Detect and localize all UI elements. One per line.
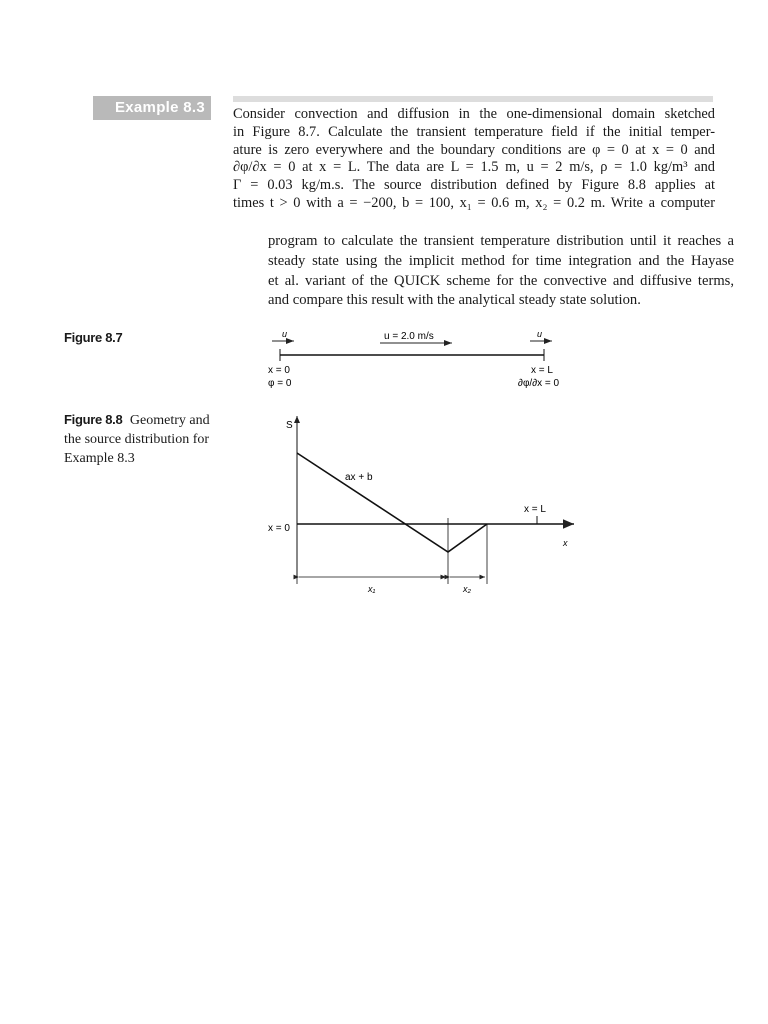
figure-8-8-label: Figure 8.8 bbox=[64, 412, 123, 427]
figure-8-8-caption bbox=[64, 410, 224, 468]
figure-8-7-label: Figure 8.7 bbox=[64, 330, 123, 345]
source-profile bbox=[297, 453, 487, 552]
s-axis-label: S bbox=[286, 420, 293, 431]
xL-label: x = L bbox=[524, 504, 546, 515]
continuation-line: steady state using the implicit method for time integration and the Hayase bbox=[268, 252, 734, 269]
problem-line: Γ = 0.03 kg/m.s. The source distribution defined by Figure 8.8 applies at bbox=[233, 177, 715, 194]
problem-line: times t > 0 with a = −200, b = 100, x₁ = 0.6 m, x₂ = 0.2 m. Write a computer bbox=[233, 194, 715, 211]
u-right-label: u bbox=[537, 329, 543, 339]
example-badge: Example 8.3 bbox=[93, 96, 211, 120]
left-bc-x: x = 0 bbox=[268, 365, 290, 376]
header-rule bbox=[233, 96, 713, 102]
right-bc-x: x = L bbox=[531, 365, 553, 376]
x1-label: x₁ bbox=[368, 584, 376, 594]
problem-line: in Figure 8.7. Calculate the transient temperature field if the initial temper- bbox=[233, 123, 715, 140]
figure-8-8-diagram bbox=[250, 408, 590, 598]
right-bc-phi: ∂φ/∂x = 0 bbox=[518, 378, 560, 389]
u-center-label: u = 2.0 m/s bbox=[384, 331, 434, 342]
x0-label: x = 0 bbox=[268, 523, 290, 534]
continuation-line: program to calculate the transient temperature distribution until it reaches a bbox=[268, 233, 734, 249]
figure-8-8-caption-text: Geometry and the source distribution for Example 8.3 bbox=[64, 413, 210, 466]
problem-line: Consider convection and diffusion in the one-dimensional domain sketched bbox=[233, 106, 715, 122]
problem-statement bbox=[233, 106, 715, 213]
left-bc-phi: φ = 0 bbox=[268, 378, 292, 389]
line-label: ax + b bbox=[345, 472, 373, 483]
continuation-line: et al. variant of the QUICK scheme for the convective and diffusive terms, bbox=[268, 272, 734, 289]
x-axis-label: x bbox=[563, 538, 568, 548]
figure-8-7-diagram bbox=[250, 322, 590, 394]
continuation-line: and compare this result with the analytical steady state solution. bbox=[268, 292, 641, 309]
problem-line: ature is zero everywhere and the boundary conditions are φ = 0 at x = 0 and bbox=[233, 141, 715, 158]
problem-line: ∂φ/∂x = 0 at x = L. The data are L = 1.5 m, u = 2 m/s, ρ = 1.0 kg/m³ and bbox=[233, 159, 715, 176]
u-left-label: u bbox=[282, 329, 288, 339]
x2-label: x₂ bbox=[463, 584, 471, 594]
problem-continuation bbox=[268, 232, 734, 311]
